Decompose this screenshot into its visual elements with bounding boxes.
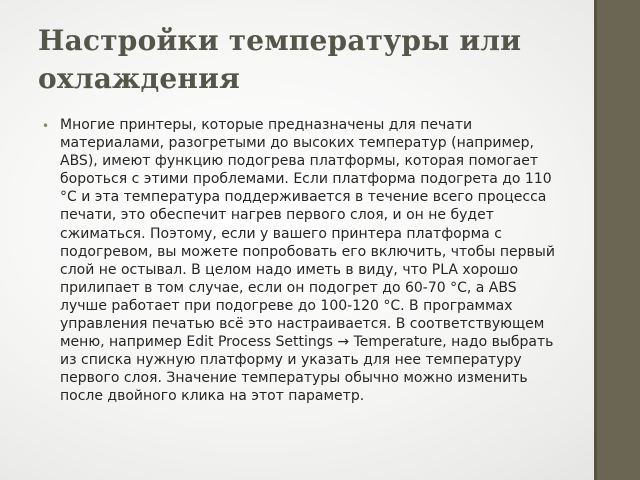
slide-title: Настройки температуры или охлаждения — [38, 24, 522, 95]
decorative-side-bar — [594, 0, 640, 480]
slide-content — [42, 116, 564, 406]
bullet-text: Многие принтеры, которые предназначены для печати материалами, разогретыми до высоких температур (например, ABS), имеют функцию подогрева платформы, которая помогает бороться с этими проблемами. Если платформа подогрета до 110 °C и эта температура поддерживается в течение всего процесса печати, это обеспечит нагрев первого слоя, и он не будет сжиматься. Поэтому, если у вашего принтера платформа с подогревом, вы можете попробовать его включить, чтобы первый слой не остывал. В целом надо иметь в виду, что PLA хорошо прилипает в том случае, если он подогрет до 60-70 °C, а ABS лучше работает при подогреве до 100-120 °C. В программах управления печатью всё это настраивается. В соответствующем меню, например Edit Process Settings → Temperature, надо выбрать из списка нужную платформу и указать для нее температуру первого слоя. Значение температуры обычно можно изменить после двойного клика на этот параметр. — [60, 117, 555, 405]
bullet-item — [42, 116, 564, 406]
bullet-icon: • — [42, 119, 50, 133]
side-bar-edge — [594, 0, 597, 480]
